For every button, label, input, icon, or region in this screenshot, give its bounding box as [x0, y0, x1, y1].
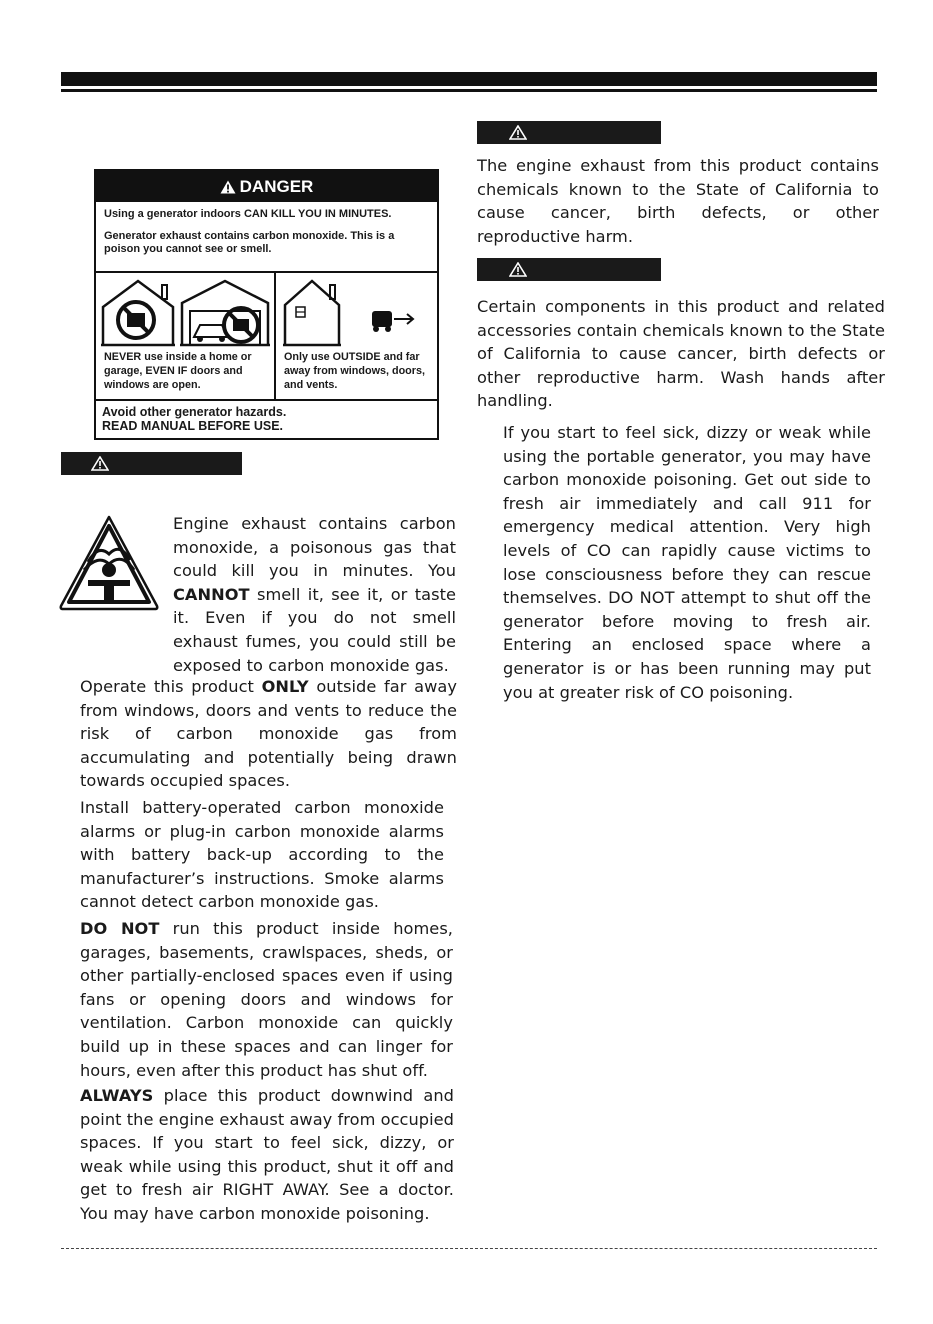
p3-post: run this product inside homes, garages, basements, crawlspaces, sheds, or other partially-enclosed spaces even if using fans or opening doors and windows for ventilation. Carbon monoxide can quickly build up in these spaces and can linger for hours, even after this product has shut off.	[80, 919, 453, 1080]
p1-post: outside far away from windows, doors and vents to reduce the risk of carbon monoxide gas from accumulating and potentially being drawn towards occupied spaces.	[80, 677, 457, 791]
co-symptoms-text: If you start to feel sick, dizzy or weak while using the portable generator, you may have carbon monoxide poisoning. Get out side to fresh air immediately and call 911 for emergency medical attention. Very high levels of CO can rapidly cause victims to lose consciousness before they can rescue themselves. DO NOT attempt to shut off the generator before moving to fresh air. Entering an enclosed space where a generator is or has been running may put you at greater risk of CO poisoning.	[503, 423, 871, 702]
outdoors-caption: Only use OUTSIDE and far away from windows, doors, and vents.	[284, 351, 425, 391]
no-garage-icon	[178, 277, 272, 349]
prop65-warning-2: Certain components in this product and related accessories contain chemicals known to the State of California to cause cancer, birth defects or other reproductive harm. Wash hands after handling.	[477, 297, 885, 411]
paragraph-always	[80, 1084, 454, 1226]
warning-triangle-icon	[509, 125, 527, 140]
co-bold: CANNOT	[173, 584, 250, 604]
warning-triangle-icon	[220, 180, 236, 194]
prop65-warning-1: The engine exhaust from this product contains chemicals known to the State of California to cause cancer, birth defects, or other reproductive harm.	[477, 156, 879, 246]
warning-bar-left	[61, 452, 242, 475]
p4-post: place this product downwind and point the engine exhaust away from occupied spaces. If you start to feel sick, dizzy, or weak while using this product, shut it off and get to fresh air RIGHT AWAY. See a doctor. You may have carbon monoxide poisoning.	[80, 1086, 454, 1223]
generator-icon	[370, 307, 418, 333]
toxic-fumes-icon	[58, 514, 160, 612]
co-text-2: smell it, see it, or taste it. Even if you do not smell exhaust fumes, you could still be exposed to carbon monoxide gas.	[173, 584, 456, 675]
house-icon	[282, 277, 342, 349]
danger-footer-2: READ MANUAL BEFORE USE.	[102, 419, 284, 433]
danger-label	[94, 169, 439, 440]
danger-panel-indoors	[96, 273, 276, 399]
p1-pre: Operate this product	[80, 677, 262, 696]
co-text: Engine exhaust contains carbon monoxide, a poisonous gas that could kill you in minutes. You	[173, 514, 456, 581]
header-rule-thin	[61, 89, 877, 92]
warning-bar-right-1	[477, 121, 661, 144]
p3-bold: DO NOT	[80, 919, 160, 938]
warning-triangle-icon	[509, 262, 527, 277]
danger-heading-text: DANGER	[239, 176, 314, 196]
danger-panel-outdoors	[276, 273, 437, 399]
paragraph-install-alarms: Install battery-operated carbon monoxide alarms or plug-in carbon monoxide alarms with battery back-up according to the manufacturer’s instructions. Smoke alarms cannot detect carbon monoxide gas.	[80, 798, 444, 912]
danger-footer-1: Avoid other generator hazards.	[102, 405, 287, 419]
paragraph-operate	[80, 675, 457, 793]
header-rule	[61, 72, 877, 86]
danger-label-heading	[96, 171, 437, 202]
warning-triangle-icon	[91, 456, 109, 471]
paragraph-do-not	[80, 917, 453, 1082]
danger-line-1: Using a generator indoors CAN KILL YOU IN MINUTES.	[104, 208, 392, 220]
no-house-icon	[99, 277, 177, 349]
indoors-caption: NEVER use inside a home or garage, EVEN IF doors and windows are open.	[104, 351, 252, 391]
danger-line-2: Generator exhaust contains carbon monoxide. This is a poison you cannot see or smell.	[104, 230, 395, 255]
co-hazard-text	[173, 512, 456, 677]
footer-rule	[61, 1248, 877, 1249]
p4-bold: ALWAYS	[80, 1086, 154, 1105]
p1-bold: ONLY	[261, 677, 309, 696]
warning-bar-right-2	[477, 258, 661, 281]
